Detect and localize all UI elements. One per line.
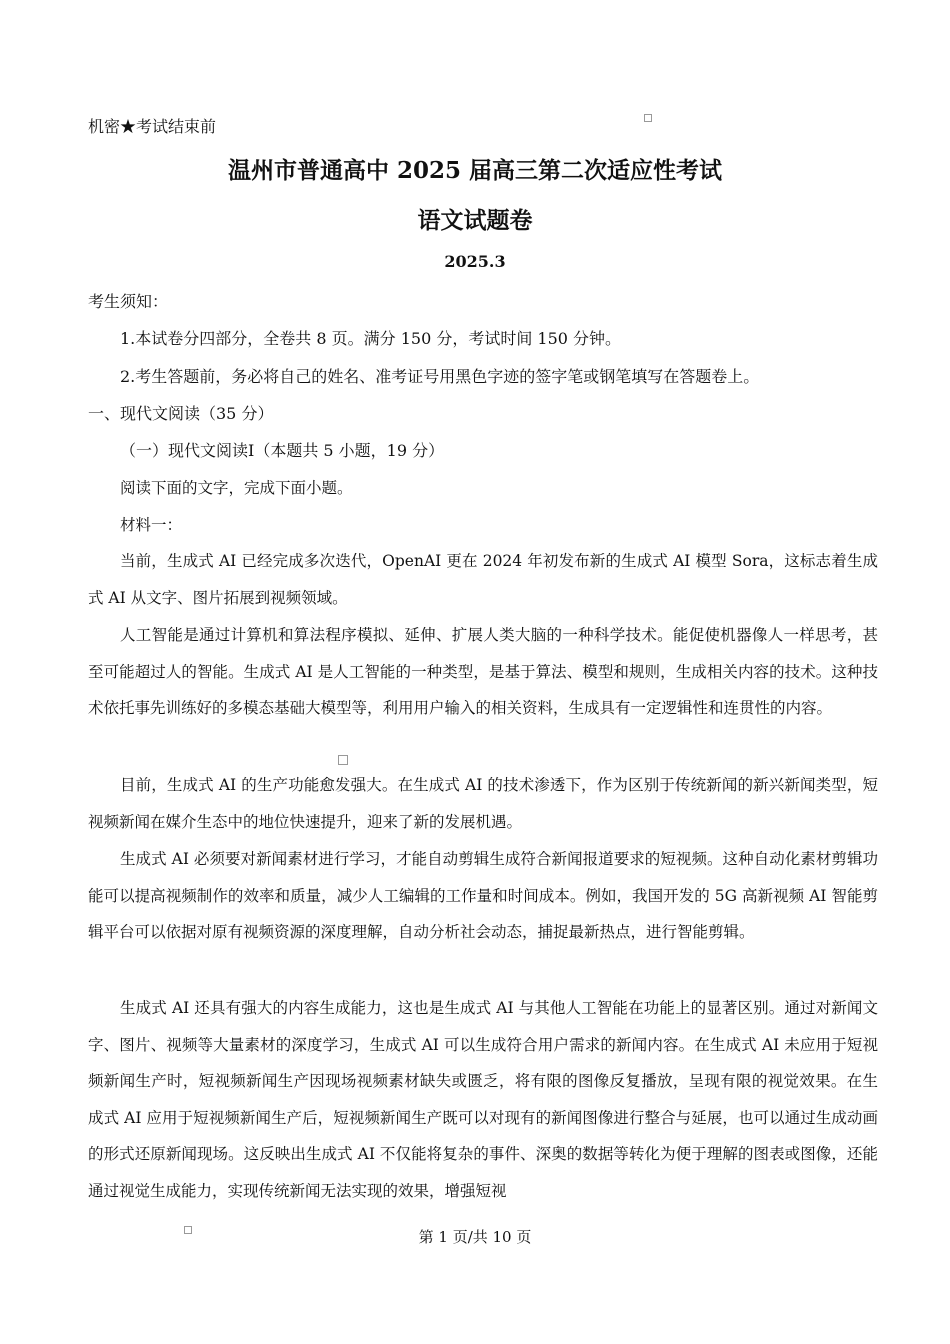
notice-item-2: 2.考生答题前，务必将自己的姓名、准考证号用黑色字迹的签字笔或钢笔填写在答题卷上。 bbox=[120, 367, 760, 386]
exam-title: 温州市普通高中 2025 届高三第二次适应性考试 bbox=[227, 157, 723, 184]
reading-instruction: 阅读下面的文字，完成下面小题。 bbox=[120, 479, 353, 497]
page-number: 第 1 页/共 10 页 bbox=[418, 1228, 532, 1246]
paragraph-2: 人工智能是通过计算机和算法程序模拟、延伸、扩展人类大脑的一种科学技术。能促使机器像人一样思考，甚至可能超过人的智能。生成式 AI 是人工智能的一种类型，是基于算法、模型和规则，生成相关内容的技术。这种技术依托事先训练好的多模态基础大模型等，利用用户输入的相关资料，生成具有一定逻辑性和连贯性的内容。 bbox=[88, 626, 878, 717]
notice-item-1: 1.本试卷分四部分，全卷共 8 页。满分 150 分，考试时间 150 分钟。 bbox=[120, 329, 622, 348]
paragraph-5: 生成式 AI 还具有强大的内容生成能力，这也是生成式 AI 与其他人工智能在功能上的显著区别。通过对新闻文字、图片、视频等大量素材的深度学习，生成式 AI 可以生成符合用户需求的新闻内容。在生成式 AI 未应用于短视频新闻生产时，短视频新闻生产因现场视频素材缺失或匮乏，将有限的图像反复播放，呈现有限的视觉效果。在生成式 AI 应用于短视频新闻生产后，短视频新闻生产既可以对现有的新闻图像进行整合与延展，也可以通过生成动画的形式还原新闻现场。这反映出生成式 AI 不仅能将复杂的事件、深奥的数据等转化为便于理解的图表或图像，还能通过视觉生成能力，实现传统新闻无法实现的效果，增强短视 bbox=[88, 999, 878, 1200]
material-label: 材料一： bbox=[120, 516, 183, 534]
scan-mark bbox=[338, 755, 348, 765]
subject-title: 语文试题卷 bbox=[417, 207, 533, 234]
paragraph-3: 目前，生成式 AI 的生产功能愈发强大。在生成式 AI 的技术渗透下，作为区别于传统新闻的新兴新闻类型，短视频新闻在媒介生态中的地位快速提升，迎来了新的发展机遇。 bbox=[88, 776, 878, 831]
scan-mark bbox=[644, 114, 652, 122]
paragraph-4: 生成式 AI 必须要对新闻素材进行学习，才能自动剪辑生成符合新闻报道要求的短视频。这种自动化素材剪辑功能可以提高视频制作的效率和质量，减少人工编辑的工作量和时间成本。例如，我国开发的 5G 高新视频 AI 智能剪辑平台可以依据对原有视频资源的深度理解，自动分析社会动态，捕捉最新热点，进行智能剪辑。 bbox=[88, 850, 878, 941]
section-heading: 一、现代文阅读（35 分） bbox=[88, 404, 274, 423]
notice-heading: 考生须知： bbox=[88, 292, 169, 311]
confidential-label: 机密★考试结束前 bbox=[88, 117, 217, 136]
paragraph-1: 当前，生成式 AI 已经完成多次迭代，OpenAI 更在 2024 年初发布新的生成式 AI 模型 Sora，这标志着生成式 AI 从文字、图片拓展到视频领域。 bbox=[88, 552, 878, 607]
sub-section-heading: （一）现代文阅读Ⅰ（本题共 5 小题，19 分） bbox=[120, 441, 445, 460]
exam-date: 2025.3 bbox=[444, 252, 506, 271]
